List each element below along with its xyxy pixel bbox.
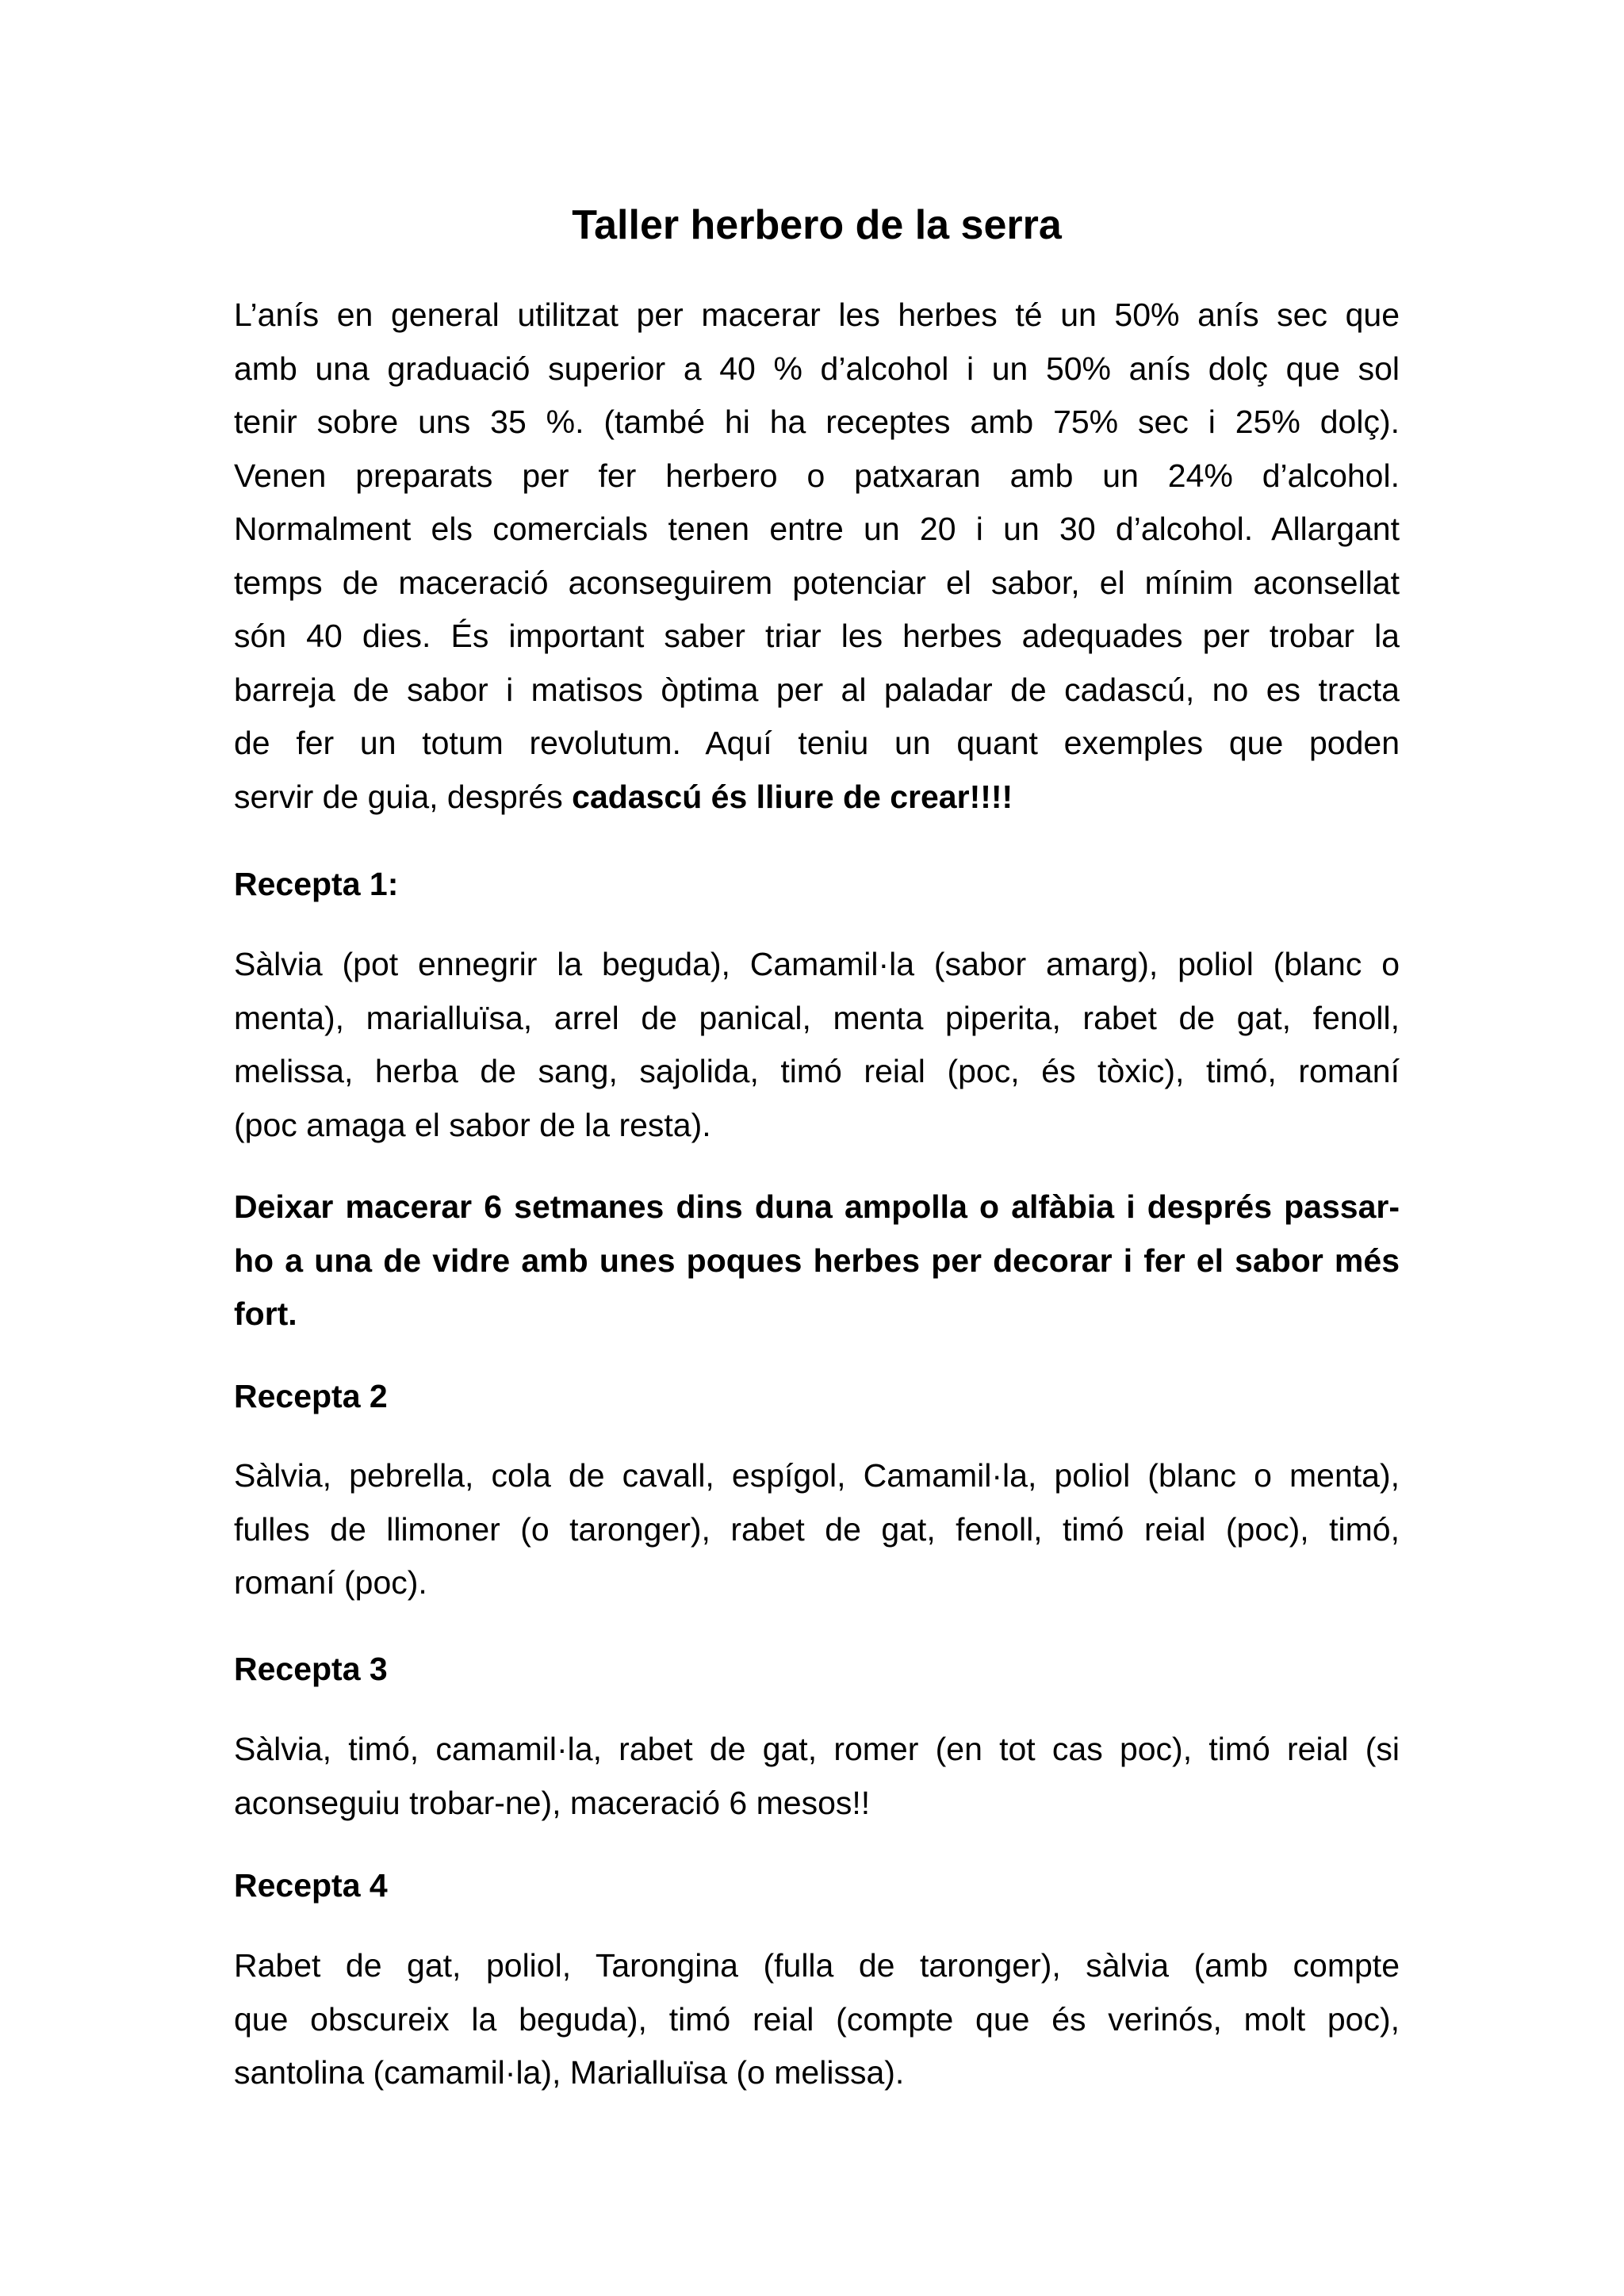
intro-emphasis: cadascú és lliure de crear!!!! [572, 778, 1013, 815]
intro-line: Normalment els comercials tenen entre un 20 i un 30 d’alcohol. Allargant [234, 511, 1400, 547]
recipe-4-body [234, 1939, 1400, 2100]
recipe-line: menta), marialluïsa, arrel de panical, menta piperita, rabet de gat, fenoll, [234, 999, 1400, 1036]
note-line: Deixar macerar 6 setmanes dins duna ampolla o alfàbia i després passar- [234, 1188, 1400, 1225]
maceration-note [234, 1181, 1400, 1341]
recipe-line: santolina (camamil·la), Marialluïsa (o melissa). [234, 2054, 905, 2091]
document-title: Taller herbero de la serra [572, 202, 1062, 248]
recipe-3-body [234, 1723, 1400, 1830]
intro-paragraph [234, 289, 1400, 824]
recipe-2-body [234, 1449, 1400, 1610]
recipe-line: Sàlvia, timó, camamil·la, rabet de gat, romer (en tot cas poc), timó reial (si [234, 1731, 1400, 1767]
intro-line: amb una graduació superior a 40 % d’alcohol i un 50% anís dolç que sol [234, 350, 1400, 387]
intro-line: temps de maceració aconseguirem potenciar el sabor, el mínim aconsellat [234, 564, 1400, 601]
recipe-line: Rabet de gat, poliol, Tarongina (fulla de taronger), sàlvia (amb compte [234, 1947, 1400, 1984]
intro-line: L’anís en general utilitzat per macerar les herbes té un 50% anís sec que [234, 297, 1400, 333]
recipe-line: Sàlvia (pot ennegrir la beguda), Camamil·la (sabor amarg), poliol (blanc o [234, 946, 1400, 982]
intro-line: barreja de sabor i matisos òptima per al paladar de cadascú, no es tracta [234, 671, 1400, 708]
recipe-line: melissa, herba de sang, sajolida, timó reial (poc, és tòxic), timó, romaní [234, 1053, 1400, 1089]
recipe-1-body [234, 938, 1400, 1152]
recipe-line: aconseguiu trobar-ne), maceració 6 mesos!! [234, 1784, 871, 1821]
recipe-line: (poc amaga el sabor de la resta). [234, 1106, 711, 1143]
intro-line: són 40 dies. És important saber triar les herbes adequades per trobar la [234, 618, 1400, 654]
intro-line: Venen preparats per fer herbero o patxaran amb un 24% d’alcohol. [234, 457, 1400, 494]
intro-last-plain: servir de guia, després [234, 778, 573, 815]
recipe-line: Sàlvia, pebrella, cola de cavall, espígol, Camamil·la, poliol (blanc o menta), [234, 1457, 1400, 1494]
intro-line: de fer un totum revolutum. Aquí teniu un quant exemples que poden [234, 725, 1400, 761]
recipe-4-heading: Recepta 4 [234, 1867, 388, 1904]
intro-line: tenir sobre uns 35 %. (també hi ha receptes amb 75% sec i 25% dolç). [234, 404, 1400, 440]
note-line: ho a una de vidre amb unes poques herbes per decorar i fer el sabor més [234, 1242, 1400, 1279]
note-line: fort. [234, 1295, 297, 1332]
recipe-line: que obscureix la beguda), timó reial (compte que és verinós, molt poc), [234, 2000, 1400, 2038]
recipe-line: romaní (poc). [234, 1564, 427, 1601]
recipe-1-heading: Recepta 1: [234, 866, 399, 902]
recipe-2-heading: Recepta 2 [234, 1378, 388, 1414]
recipe-line: fulles de llimoner (o taronger), rabet de gat, fenoll, timó reial (poc), timó, [234, 1510, 1400, 1548]
intro-last-line [234, 771, 1400, 825]
recipe-3-heading: Recepta 3 [234, 1651, 388, 1687]
